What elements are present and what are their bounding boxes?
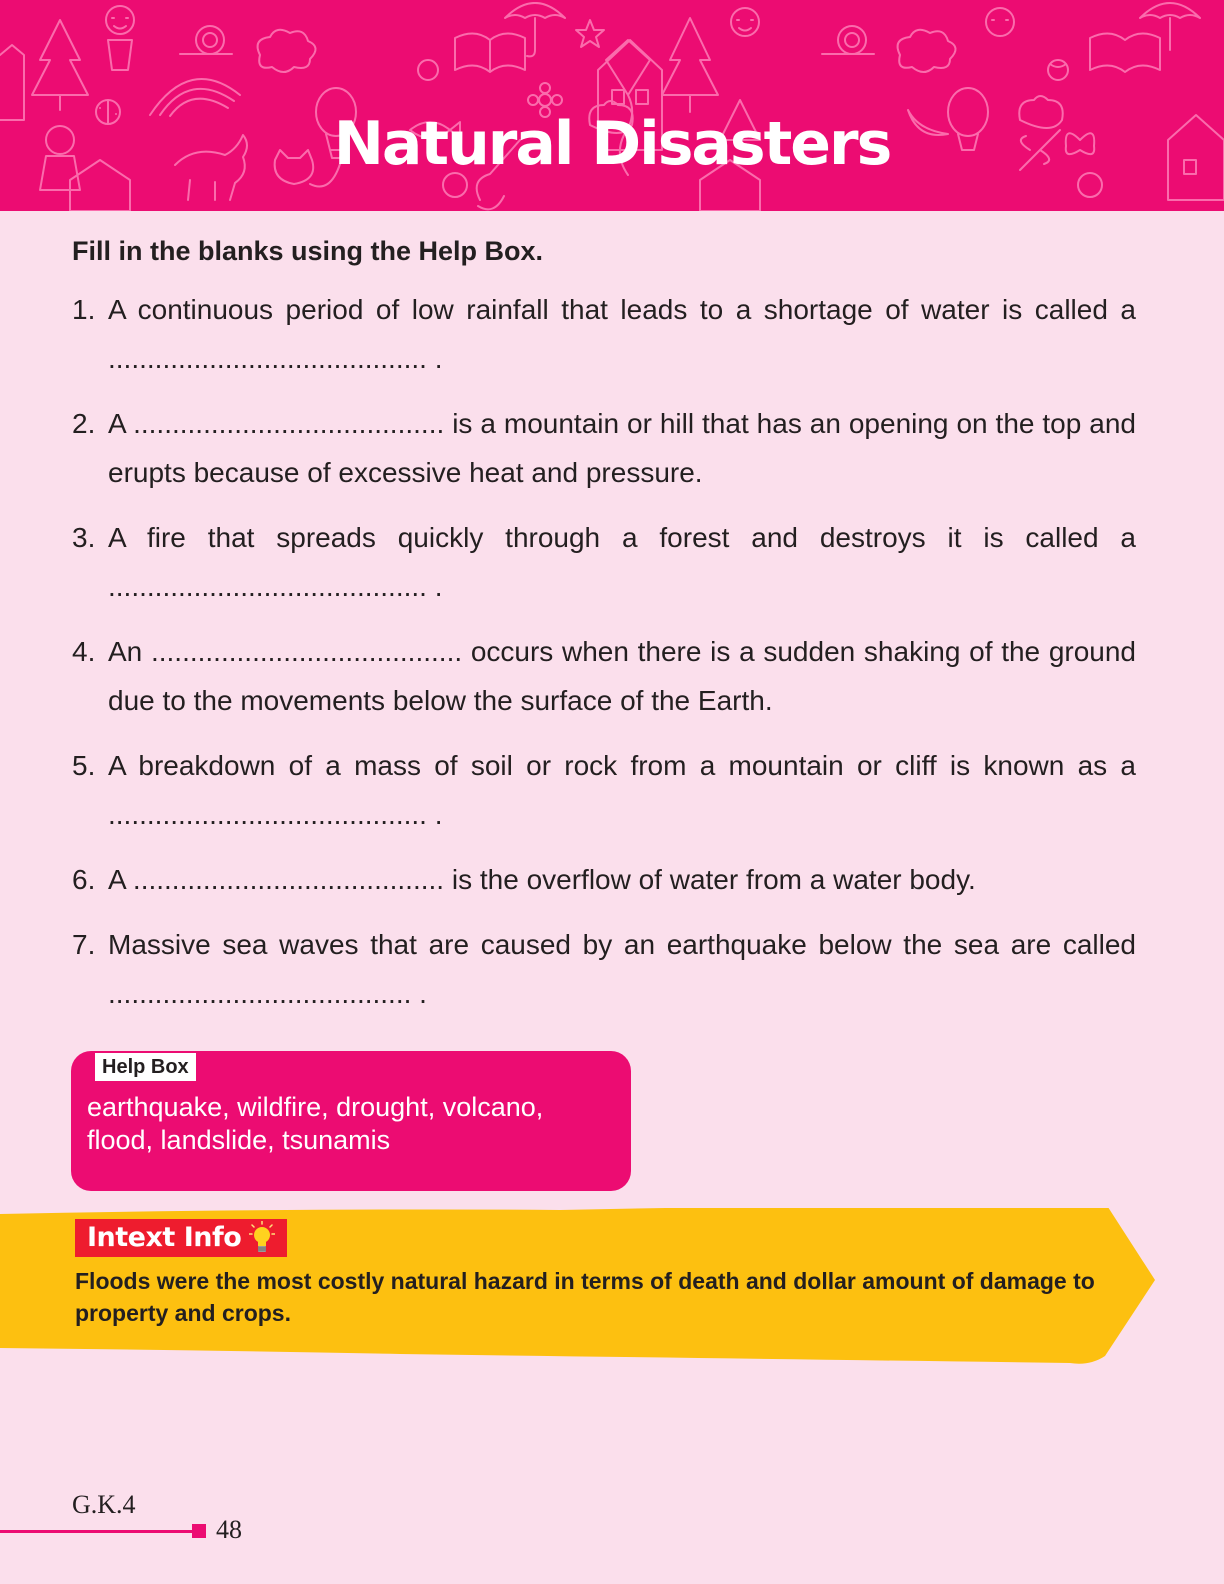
question-text: A continuous period of low rainfall that leads to a shortage of water is called a ......................................... . (108, 294, 1136, 374)
question-number: 6. (72, 864, 96, 895)
footer-square-marker (192, 1524, 206, 1538)
question-text: An ........................................ occurs when there is a sudden shaking of the ground due to the movements below the surface of the Earth. (108, 636, 1136, 716)
help-box-line-2: flood, landslide, tsunamis (87, 1125, 391, 1155)
question-text: A ........................................ is a mountain or hill that has an opening on the top and erupts because of excessive heat and pressure. (108, 408, 1136, 488)
help-box (71, 1051, 631, 1191)
help-box-words (87, 1091, 607, 1157)
question-number: 7. (72, 929, 96, 960)
question-number: 4. (72, 636, 96, 667)
question-list (72, 285, 1136, 1034)
page-number: 48 (216, 1515, 242, 1544)
question-text: Massive sea waves that are caused by an earthquake below the sea are called ....................................... . (108, 929, 1136, 1009)
question-item (72, 920, 1136, 1018)
question-item (72, 627, 1136, 725)
question-number: 5. (72, 750, 96, 781)
question-item (72, 741, 1136, 839)
intext-info-label: Intext Info (87, 1222, 242, 1253)
question-text: A ........................................ is the overflow of water from a water body. (108, 864, 976, 895)
intext-info-banner (0, 1208, 1160, 1378)
question-item (72, 855, 1136, 904)
header-banner (0, 0, 1224, 211)
help-box-line-1: earthquake, wildfire, drought, volcano, (87, 1092, 544, 1122)
question-number: 2. (72, 408, 96, 439)
question-item (72, 513, 1136, 611)
footer-subject: G.K.4 (72, 1490, 136, 1519)
question-number: 1. (72, 294, 96, 325)
help-box-label: Help Box (95, 1053, 196, 1081)
question-item (72, 399, 1136, 497)
question-text: A fire that spreads quickly through a forest and destroys it is called a ......................................... . (108, 522, 1136, 602)
footer-divider (0, 1530, 192, 1533)
question-text: A breakdown of a mass of soil or rock from a mountain or cliff is known as a ......................................... . (108, 750, 1136, 830)
lightbulb-icon (249, 1221, 275, 1255)
intext-info-tag (75, 1219, 287, 1257)
page-title: Natural Disasters (333, 109, 891, 179)
question-number: 3. (72, 522, 96, 553)
question-item (72, 285, 1136, 383)
instruction: Fill in the blanks using the Help Box. (72, 236, 544, 266)
intext-info-text: Floods were the most costly natural hazard in terms of death and dollar amount of damage to property and crops. (75, 1268, 1095, 1326)
